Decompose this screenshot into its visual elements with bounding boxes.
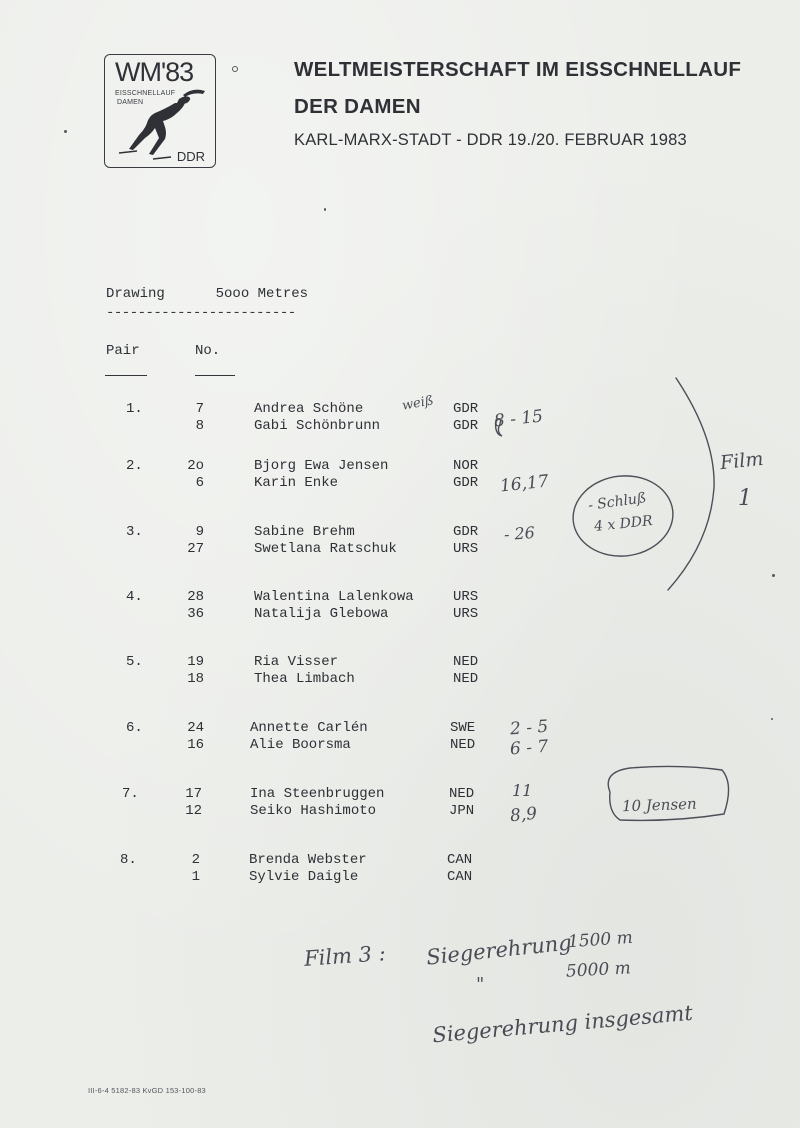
handwritten-note-lanes-5a: 11 xyxy=(512,781,533,800)
handwritten-ditto-mark: " xyxy=(476,974,485,995)
handwritten-film3: Film 3 : xyxy=(303,941,387,971)
pair-number: 8. xyxy=(120,852,137,868)
circled-note-final: - Schluß xyxy=(587,490,648,514)
logo-subtitle-women: DAMEN xyxy=(117,99,144,106)
skater-name: Swetlana Ratschuk xyxy=(254,541,397,557)
skater-nation: CAN xyxy=(447,869,473,885)
start-number: 6 xyxy=(195,475,204,491)
start-number: 18 xyxy=(187,671,204,687)
start-number: 16 xyxy=(187,737,204,753)
handwritten-note-lanes-1: 8 - 15 xyxy=(493,406,544,432)
skater-name: Alie Boorsma xyxy=(250,737,351,753)
handwritten-1500m: 1500 m xyxy=(567,927,634,953)
title-underline: ------------------------ xyxy=(106,305,296,321)
handwritten-ceremony: Siegerehrung xyxy=(425,930,573,970)
skater-nation: NOR xyxy=(453,458,479,474)
pair-number: 6. xyxy=(126,720,143,736)
skater-name: Seiko Hashimoto xyxy=(250,803,377,819)
skater-nation: GDR xyxy=(453,401,479,417)
skater-name: Ria Visser xyxy=(254,654,339,670)
pair-number: 2. xyxy=(126,458,143,474)
skater-name: Bjorg Ewa Jensen xyxy=(254,458,389,474)
skater-nation: NED xyxy=(450,737,476,753)
logo-subtitle-sport: EISSCHNELLAUF xyxy=(115,90,176,97)
handwritten-film-label: Film xyxy=(718,447,765,475)
skater-nation: GDR xyxy=(453,524,479,540)
handwritten-note-lanes-5b: 8,9 xyxy=(509,803,539,827)
skater-name: Karin Enke xyxy=(254,475,339,491)
header-title-line1: WELTMEISTERSCHAFT IM EISSCHNELLAUF xyxy=(294,58,742,81)
logo-ddr-text: DDR xyxy=(176,149,205,164)
skater-nation: SWE xyxy=(450,720,476,736)
handwritten-note-weiss: weiß xyxy=(400,393,435,414)
skater-name: Natalija Glebowa xyxy=(254,606,389,622)
drawing-unit: Metres xyxy=(257,286,309,302)
skater-nation: URS xyxy=(453,541,479,557)
handwritten-5000m: 5000 m xyxy=(565,958,632,982)
skater-name: Thea Limbach xyxy=(254,671,355,687)
handwritten-film-number: 1 xyxy=(738,486,752,511)
skater-nation: GDR xyxy=(453,418,479,434)
skater-name: Gabi Schönbrunn xyxy=(254,418,381,434)
skater-name: Walentina Lalenkowa xyxy=(254,589,414,605)
skater-name: Brenda Webster xyxy=(249,852,367,868)
start-number: 2o xyxy=(187,458,204,474)
circled-note-jensen: 10 Jensen xyxy=(621,794,697,816)
skater-name: Sylvie Daigle xyxy=(249,869,359,885)
start-number: 8 xyxy=(195,418,204,434)
skater-name: Andrea Schöne xyxy=(254,401,364,417)
start-number: 12 xyxy=(185,803,202,819)
drawing-distance: 5ooo xyxy=(215,286,250,302)
skater-name: Sabine Brehm xyxy=(254,524,355,540)
paper-speck xyxy=(64,130,67,133)
handwritten-ceremony-total: Siegerehrung insgesamt xyxy=(431,1000,694,1048)
start-number: 28 xyxy=(187,589,204,605)
skater-nation: JPN xyxy=(449,803,475,819)
header-title-line2: DER DAMEN xyxy=(294,95,421,118)
paper-speck xyxy=(771,718,773,720)
pair-number: 5. xyxy=(126,654,143,670)
paper-speck xyxy=(772,574,775,577)
start-number: 9 xyxy=(195,524,204,540)
drawing-label: Drawing xyxy=(106,286,165,302)
header-event-location-date: KARL-MARX-STADT - DDR 19./20. FEBRUAR 1983 xyxy=(294,131,687,149)
handwritten-note-lanes-4b: 6 - 7 xyxy=(509,736,549,760)
handwritten-note-lanes-3: - 26 xyxy=(503,522,536,545)
column-header-no: No. xyxy=(195,343,221,359)
start-number: 1 xyxy=(191,869,200,885)
start-number: 19 xyxy=(187,654,204,670)
pair-number: 7. xyxy=(122,786,139,802)
pair-number: 3. xyxy=(126,524,143,540)
skater-nation: NED xyxy=(449,786,475,802)
skater-nation: NED xyxy=(453,671,479,687)
paper-speck xyxy=(324,208,326,211)
start-number: 7 xyxy=(195,401,204,417)
skater-nation: NED xyxy=(453,654,479,670)
pair-number: 4. xyxy=(126,589,143,605)
circled-note-4x-ddr: 4 x DDR xyxy=(593,512,654,536)
skater-nation: URS xyxy=(453,589,479,605)
start-number: 24 xyxy=(187,720,204,736)
start-number: 36 xyxy=(187,606,204,622)
skater-nation: CAN xyxy=(447,852,473,868)
skater-name: Annette Carlén xyxy=(250,720,368,736)
skater-name: Ina Steenbruggen xyxy=(250,786,385,802)
skater-nation: GDR xyxy=(453,475,479,491)
start-number: 17 xyxy=(185,786,202,802)
logo-wm83-text: WM'83 xyxy=(115,57,194,87)
handwritten-note-lanes-4a: 2 - 5 xyxy=(509,716,549,740)
print-code: III-6-4 5182-83 KvGD 153-100-83 xyxy=(88,1086,206,1095)
start-number: 27 xyxy=(187,541,204,557)
handwritten-note-lanes-2: 16,17 xyxy=(499,471,550,497)
pair-number: 1. xyxy=(126,401,143,417)
column-header-pair: Pair xyxy=(106,343,140,359)
start-number: 2 xyxy=(191,852,200,868)
skater-nation: URS xyxy=(453,606,479,622)
